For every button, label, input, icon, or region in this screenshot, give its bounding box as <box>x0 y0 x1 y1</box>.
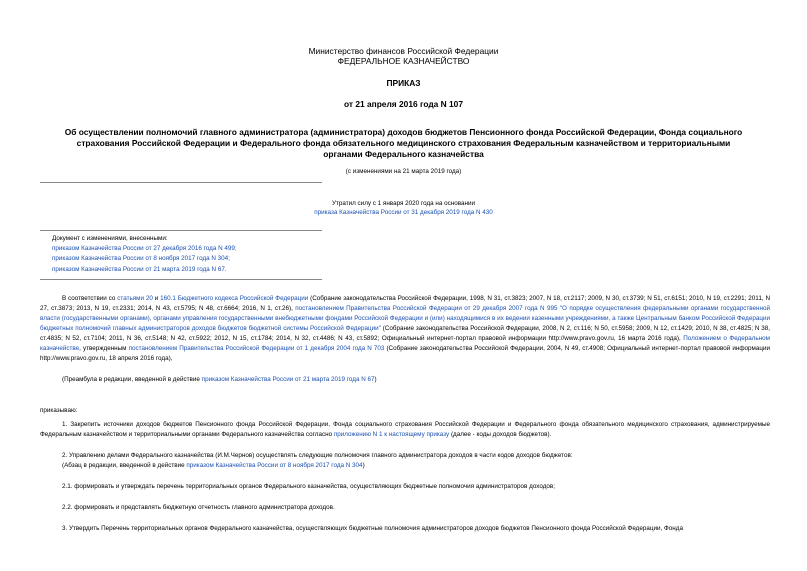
document-title-line-1: Об осуществлении полномочий главного администратора (администратора) доходов бюджетов Пенсионного фонда Российской Федерации, Фонда социального <box>64 127 743 137</box>
ministry-name: Министерство финансов Российской Федерации <box>308 46 499 56</box>
note-text: (Абзац в редакции, введенной в действие <box>62 462 187 469</box>
appendix-link[interactable]: приложению N 1 к настоящему приказу <box>333 431 450 438</box>
preamble-text: (Собрание законодательства Российской Федерации, 1998, N 31, ст.3823; 2007, N 18, ст.2117; 2009, N 30, ст.3739; N 51, ст.6151; 2010, N 19, ст.2291; 2011, N 27, ст.3873; 2013, N 19, ст.2331; 2014, N 43, ст.5795; N 48, ст.6664; 2016, N 1, ст.26), <box>40 295 770 312</box>
item-2-1-paragraph <box>40 482 770 492</box>
item-1-paragraph <box>40 420 770 440</box>
document-title-line-2: страхования Российской Федерации и Федерального фонда обязательного медицинского страхования Федеральным казначейством и территориальными <box>76 138 731 148</box>
repeal-order-link[interactable]: приказа Казначейства России от 31 декабря 2019 года N 430 <box>314 209 493 216</box>
amendment-link[interactable]: приказом Казначейства России от 8 ноября 2017 года N 304; <box>52 255 230 262</box>
note-text: (Преамбула в редакции, введенной в действие <box>62 376 202 383</box>
legal-link[interactable]: приказом Казначейства России от 21 марта 2019 года N 67 <box>201 376 375 383</box>
item-2-paragraph <box>40 451 770 461</box>
legal-link[interactable]: статьями 20 <box>117 295 153 302</box>
item-2-2-paragraph <box>40 503 770 513</box>
document-title-line-3: органами Федерального казначейства <box>323 149 484 159</box>
separator-line <box>40 230 322 231</box>
agency-name: ФЕДЕРАЛЬНОЕ КАЗНАЧЕЙСТВО <box>337 56 470 66</box>
amendment-link[interactable]: приказом Казначейства России от 21 марта 2019 года N 67. <box>52 266 227 273</box>
preamble-text: , утвержденным <box>79 345 129 352</box>
item-text: 2.1. формировать и утверждать перечень территориальных органов Федерального казначейства, осуществляющих бюджетные полномочия администраторов доходов; <box>62 483 555 490</box>
amendment-link[interactable]: приказом Казначейства России от 27 декабря 2016 года N 499; <box>52 245 237 252</box>
item-text: (далее - коды доходов бюджетов). <box>449 431 552 438</box>
legal-link[interactable]: приказом Казначейства России от 8 ноября 2017 года N 304 <box>186 462 363 469</box>
document-type: ПРИКАЗ <box>386 78 421 88</box>
preamble-text: В соответствии со <box>62 295 118 302</box>
item-text: 1. Закрепить источники доходов бюджетов Пенсионного фонда Российской Федерации, Фонда социального страхования Российской Федерации и Федерального фонда обязательного медицинского страхования, администрируемые Федеральным казначейством и территориальными органами Федерального казначейства согласно <box>40 421 770 438</box>
legal-link[interactable]: Положением о Федеральном казначействе <box>40 335 770 352</box>
legal-link[interactable]: постановлением Правительства Российской Федерации от 1 декабря 2004 года N 703 <box>128 345 385 352</box>
preamble-text: и <box>152 295 161 302</box>
legal-link[interactable]: постановлением Правительства Российской Федерации от 29 декабря 2007 года N 995 "О порядке осуществления федеральными органами государственной власти (государственными органами), органами управления государственными внебюджетными фондами Российской Федерации и (или) находящимися в их ведении казенными учреждениями, а также Центральным банком Российской Федерации бюджетных полномочий главных администраторов доходов бюджетов бюджетной системы Российской Федерации" <box>40 305 770 332</box>
document-date: от 21 апреля 2016 года N 107 <box>344 99 463 109</box>
preamble-text: (Собрание законодательства Российской Федерации, 2004, N 49, ст.4908; Официальный интернет-портал правовой информации http://www.pravo.gov.ru, 18 апреля 2016 года), <box>40 345 770 362</box>
item-text: 3. Утвердить Перечень территориальных органов Федерального казначейства, осуществляющих бюджетные полномочия администраторов доходов бюджетов Пенсионного фонда Российской Федерации, Фонда <box>62 525 683 532</box>
item-text: 2.2. формировать и представлять бюджетную отчетность главного администратора доходов. <box>62 504 335 511</box>
item-text: 2. Управлению делами Федерального казначейства (И.М.Чернов) осуществлять следующие полномочия главного администратора доходов в части кодов доходов бюджетов: <box>62 452 573 459</box>
revision-note: (с изменениями на 21 марта 2019 года) <box>345 168 462 175</box>
item-3-paragraph <box>40 524 770 534</box>
amendments-heading: Документ с изменениями, внесенными: <box>52 235 168 242</box>
legal-link[interactable]: 160.1 Бюджетного кодекса Российской Федерации <box>160 295 309 302</box>
repeal-status: Утратил силу с 1 января 2020 года на основании <box>331 200 476 207</box>
order-word: приказываю: <box>40 407 78 414</box>
preamble-paragraph <box>40 294 770 364</box>
separator-line <box>40 279 322 280</box>
separator-line <box>40 182 322 183</box>
note-text: ) <box>374 376 377 383</box>
note-text: ) <box>362 462 365 469</box>
preamble-edit-note <box>40 375 770 385</box>
preamble-text: (Собрание законодательства Российской Федерации, 2008, N 2, ст.116; N 50, ст.5958; 2009, N 12, ст.1429; 2010, N 38, ст.4825; N 38, ст.4835; N 52, ст.7104; 2011, N 36, ст.5148; N 42, ст.5922; 2012, N 15, ст.1784; 2014, N 32, ст.4486; N 43, ст.5892; Официальный интернет-портал правовой информации http://www.pravo.gov.ru, 16 марта 2016 года), <box>40 325 770 342</box>
item-2-edit-note <box>40 461 770 471</box>
